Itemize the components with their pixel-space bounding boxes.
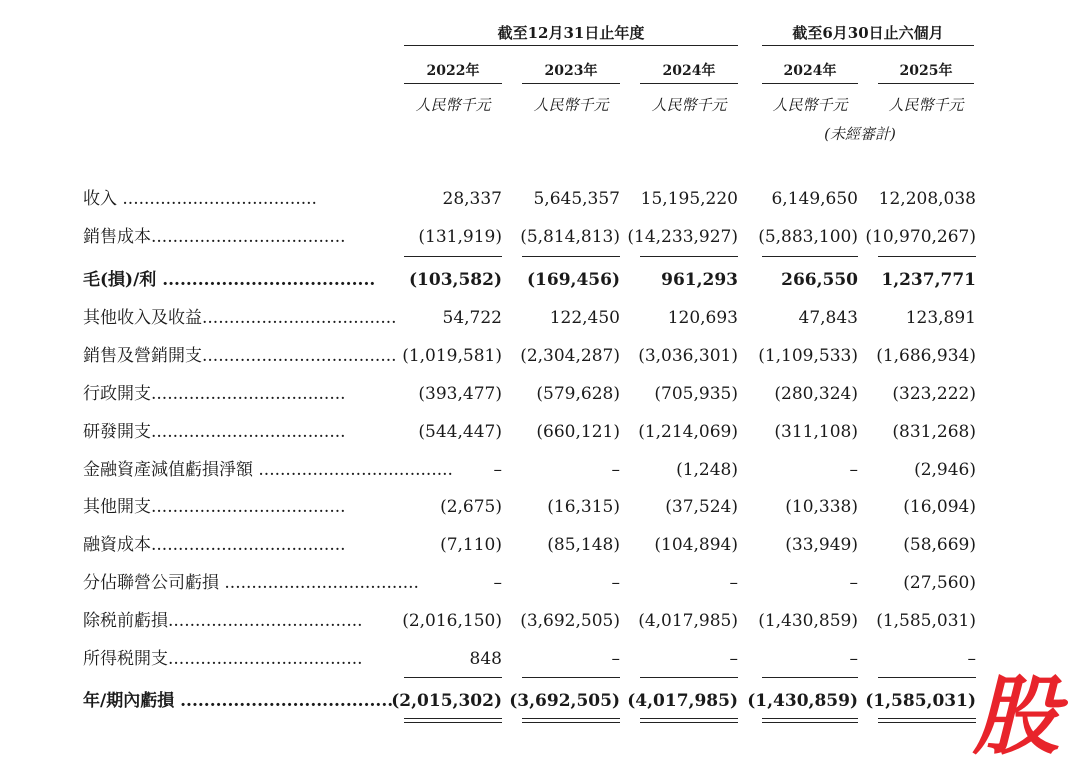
subtotal-rule	[762, 256, 858, 257]
table-cell: –	[493, 460, 502, 480]
subtotal-rule	[640, 256, 738, 257]
table-cell: (280,324)	[774, 384, 858, 404]
subtotal-rule	[522, 256, 620, 257]
total-double-rule	[640, 718, 738, 723]
table-cell: 5,645,357	[533, 189, 620, 209]
row-label: 金融資產減值虧損淨額 ....................................	[83, 460, 453, 480]
year-rule	[878, 83, 974, 84]
table-cell: (2,016,150)	[402, 611, 502, 631]
table-cell: (660,121)	[536, 422, 620, 442]
table-cell: (1,585,031)	[876, 611, 976, 631]
table-cell: (58,669)	[903, 535, 976, 555]
year-rule	[640, 83, 738, 84]
unaudited-note: (未經審計)	[824, 125, 896, 143]
table-cell: (85,148)	[547, 535, 620, 555]
row-label: 銷售及營銷開支....................................	[83, 346, 397, 366]
year-header-2025-h1: 2025年	[899, 63, 953, 79]
subtotal-rule	[404, 677, 502, 678]
table-cell: (16,094)	[903, 497, 976, 517]
table-cell: (10,338)	[785, 497, 858, 517]
table-cell: (1,109,533)	[758, 346, 858, 366]
unit-label: 人民幣千元	[533, 96, 609, 114]
table-cell: 28,337	[442, 189, 502, 209]
table-cell: (5,883,100)	[758, 227, 858, 247]
table-cell: (10,970,267)	[865, 227, 976, 247]
table-cell: –	[849, 573, 858, 593]
table-cell: 54,722	[442, 308, 502, 328]
table-cell: 47,843	[798, 308, 858, 328]
table-cell: (393,477)	[418, 384, 502, 404]
row-label: 除税前虧損....................................	[83, 611, 363, 631]
table-cell: (1,214,069)	[638, 422, 738, 442]
table-cell: 961,293	[661, 270, 738, 290]
table-cell: –	[849, 649, 858, 669]
total-double-rule	[404, 718, 502, 723]
table-cell: (579,628)	[536, 384, 620, 404]
row-label: 所得税開支....................................	[83, 649, 363, 669]
table-cell: (27,560)	[903, 573, 976, 593]
table-cell: –	[493, 573, 502, 593]
header-group-six-months: 截至6月30日止六個月	[792, 24, 944, 42]
table-cell: (3,692,505)	[520, 611, 620, 631]
table-cell: (1,019,581)	[402, 346, 502, 366]
row-label: 收入 ....................................	[83, 189, 317, 209]
year-rule	[762, 83, 858, 84]
table-cell: (1,430,859)	[758, 611, 858, 631]
table-cell: (5,814,813)	[520, 227, 620, 247]
unit-label: 人民幣千元	[888, 96, 964, 114]
table-cell: (104,894)	[654, 535, 738, 555]
table-cell: (2,304,287)	[520, 346, 620, 366]
year-rule	[522, 83, 620, 84]
unit-label: 人民幣千元	[651, 96, 727, 114]
row-label: 其他開支....................................	[83, 497, 346, 517]
table-cell: (2,015,302)	[391, 691, 502, 711]
table-cell: (831,268)	[892, 422, 976, 442]
unit-label: 人民幣千元	[772, 96, 848, 114]
subtotal-rule	[522, 677, 620, 678]
row-label: 研發開支....................................	[83, 422, 346, 442]
row-label: 銷售成本....................................	[83, 227, 346, 247]
unit-label: 人民幣千元	[415, 96, 491, 114]
table-cell: (169,456)	[527, 270, 620, 290]
table-cell: (131,919)	[418, 227, 502, 247]
table-cell: (103,582)	[409, 270, 502, 290]
table-cell: 12,208,038	[878, 189, 976, 209]
subtotal-rule	[878, 256, 976, 257]
subtotal-rule	[404, 256, 502, 257]
table-cell: 848	[469, 649, 502, 669]
table-cell: (323,222)	[892, 384, 976, 404]
table-cell: 6,149,650	[771, 189, 858, 209]
table-cell: (705,935)	[654, 384, 738, 404]
row-label: 行政開支....................................	[83, 384, 346, 404]
table-cell: (2,675)	[440, 497, 502, 517]
subtotal-rule	[878, 677, 976, 678]
table-cell: (4,017,985)	[638, 611, 738, 631]
table-cell: 266,550	[781, 270, 858, 290]
row-label: 年/期內虧損 ....................................	[83, 691, 394, 711]
subtotal-rule	[640, 677, 738, 678]
row-label: 分佔聯營公司虧損 ....................................	[83, 573, 419, 593]
table-cell: (4,017,985)	[627, 691, 738, 711]
header-group-fiscal-year: 截至12月31日止年度	[497, 24, 645, 42]
table-cell: 15,195,220	[640, 189, 738, 209]
table-cell: (544,447)	[418, 422, 502, 442]
table-cell: (14,233,927)	[627, 227, 738, 247]
table-cell: –	[729, 573, 738, 593]
header-group-six-months-rule	[762, 45, 974, 46]
table-cell: (1,430,859)	[747, 691, 858, 711]
total-double-rule	[762, 718, 858, 723]
table-cell: (2,946)	[914, 460, 976, 480]
row-label: 毛(損)/利 ....................................	[83, 270, 376, 290]
table-cell: –	[611, 460, 620, 480]
table-cell: (1,248)	[676, 460, 738, 480]
table-cell: (37,524)	[665, 497, 738, 517]
table-cell: –	[611, 649, 620, 669]
table-cell: (16,315)	[547, 497, 620, 517]
table-cell: –	[849, 460, 858, 480]
table-cell: (3,036,301)	[638, 346, 738, 366]
table-cell: 122,450	[549, 308, 620, 328]
year-header-2022: 2022年	[426, 63, 480, 79]
row-label: 其他收入及收益....................................	[83, 308, 397, 328]
table-cell: 120,693	[667, 308, 738, 328]
table-cell: (1,686,934)	[876, 346, 976, 366]
table-cell: –	[729, 649, 738, 669]
subtotal-rule	[762, 677, 858, 678]
table-cell: (7,110)	[440, 535, 502, 555]
total-double-rule	[522, 718, 620, 723]
table-cell: 123,891	[905, 308, 976, 328]
table-cell: (311,108)	[774, 422, 858, 442]
table-cell: –	[611, 573, 620, 593]
table-cell: (1,585,031)	[865, 691, 976, 711]
year-header-2024: 2024年	[662, 63, 716, 79]
table-cell: (33,949)	[785, 535, 858, 555]
year-header-2023: 2023年	[544, 63, 598, 79]
total-double-rule	[878, 718, 976, 723]
table-cell: (3,692,505)	[509, 691, 620, 711]
watermark-glyph: 股	[973, 667, 1059, 767]
table-cell: 1,237,771	[881, 270, 976, 290]
row-label: 融資成本....................................	[83, 535, 346, 555]
year-rule	[404, 83, 502, 84]
watermark-logo-icon	[966, 667, 1066, 767]
table-cell: –	[967, 649, 976, 669]
header-group-fiscal-year-rule	[404, 45, 738, 46]
year-header-2024-h1: 2024年	[783, 63, 837, 79]
